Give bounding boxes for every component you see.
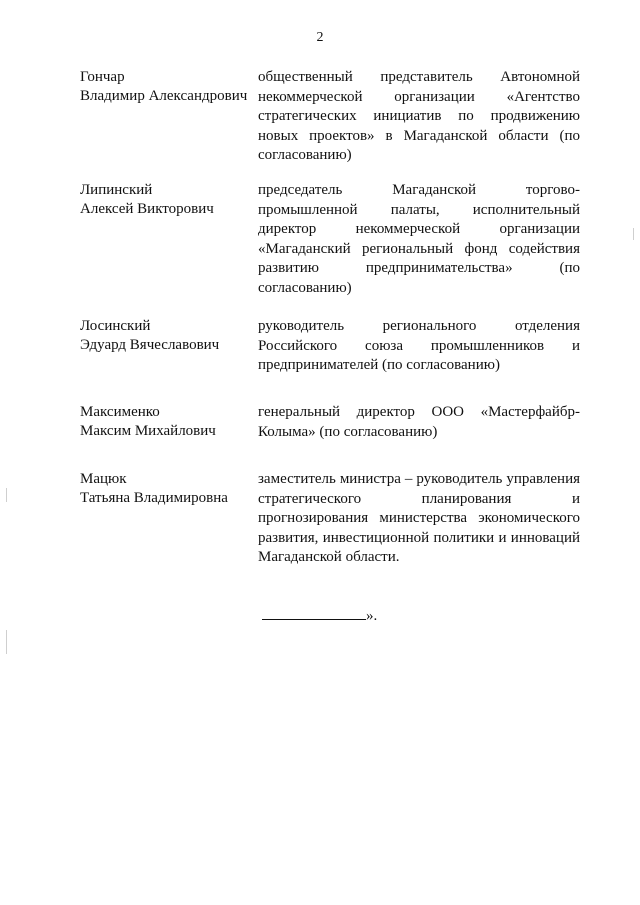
member-name: [80, 181, 260, 219]
member-surname: Липинский: [80, 182, 153, 198]
member-role: заместитель министра – руководитель управления стратегического планирования и прогнозирования министерства экономического развития, инвестиционной политики и инноваций Магаданской области.: [258, 471, 580, 566]
member-role: генеральный директор ООО «Мастерфайбр-Колыма» (по согласованию): [258, 404, 580, 440]
page-number: 2: [316, 30, 324, 45]
signature-blank-line: [262, 607, 366, 620]
member-surname: Максименко: [80, 404, 160, 420]
scan-edge-mark: [633, 228, 634, 240]
member-name: [80, 403, 260, 441]
member-surname: Мацюк: [80, 471, 127, 487]
member-given-names: Эдуард Вячеславович: [80, 337, 220, 353]
closing-quote: ».: [366, 608, 378, 624]
member-role: руководитель регионального отделения Российского союза промышленников и предпринимателей (по согласованию): [258, 318, 580, 374]
member-given-names: Татьяна Владимировна: [80, 490, 228, 506]
member-name: [80, 470, 260, 508]
member-surname: Гончар: [80, 69, 125, 85]
scan-edge-mark: [6, 488, 7, 502]
member-role: общественный представитель Автономной некоммерческой организации «Агентство стратегических инициатив по продвижению новых проектов» в Магаданской области (по согласованию): [258, 69, 580, 164]
member-name: [80, 68, 260, 106]
member-given-names: Алексей Викторович: [80, 201, 214, 217]
member-given-names: Владимир Александрович: [80, 88, 248, 104]
member-surname: Лосинский: [80, 318, 151, 334]
closing-line: [262, 607, 377, 626]
member-given-names: Максим Михайлович: [80, 423, 216, 439]
member-role: председатель Магаданской торгово-промышленной палаты, исполнительный директор некоммерческой организации «Магаданский региональный фонд содействия развитию предпринимательства» (по согласованию): [258, 182, 580, 296]
member-name: [80, 317, 260, 355]
scan-edge-mark: [6, 630, 7, 654]
